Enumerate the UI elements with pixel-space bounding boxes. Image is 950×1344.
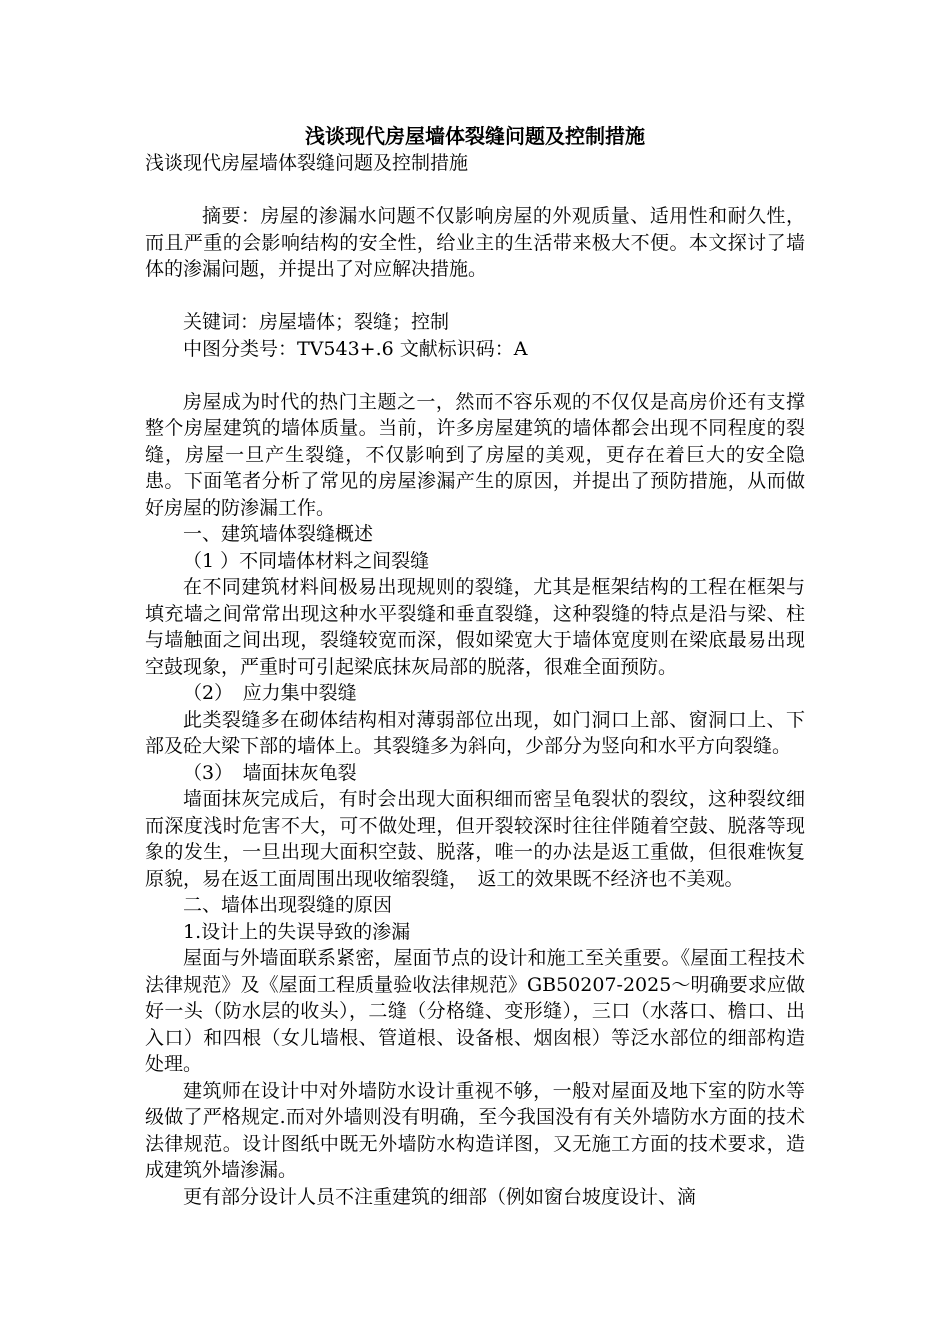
intro-paragraph: 房屋成为时代的热门主题之一，然而不容乐观的不仅仅是高房价还有支撑整个房屋建筑的墙体质量。当前，许多房屋建筑的墙体都会出现不同程度的裂缝，房屋一旦产生裂缝，不仅影响到了房屋的美观，更存在着巨大的安全隐患。下面笔者分析了常见的房屋渗漏产生的原因，并提出了预防措施，从而做好房屋的防渗漏工作。 xyxy=(145,390,805,519)
body-paragraph: 此类裂缝多在砌体结构相对薄弱部位出现，如门洞口上部、窗洞口上、下部及砼大梁下部的墙体上。其裂缝多为斜向，少部分为竖向和水平方向裂缝。 xyxy=(145,708,805,757)
abstract-paragraph: 摘要：房屋的渗漏水问题不仅影响房屋的外观质量、适用性和耐久性，而且严重的会影响结构的安全性，给业主的生活带来极大不便。本文探讨了墙体的渗漏问题，并提出了对应解决措施。 xyxy=(145,205,805,280)
document-subtitle: 浅谈现代房屋墙体裂缝问题及控制措施 xyxy=(145,152,469,174)
body-paragraph: 建筑师在设计中对外墙防水设计重视不够，一般对屋面及地下室的防水等级做了严格规定.而对外墙则没有明确，至今我国没有有关外墙防水方面的技术法律规范。设计图纸中既无外墙防水构造详图，又无施工方面的技术要求，造成建筑外墙渗漏。 xyxy=(145,1079,805,1181)
body-paragraph: 更有部分设计人员不注重建筑的细部（例如窗台坡度设计、滴 xyxy=(183,1185,697,1208)
section-heading: 一、建筑墙体裂缝概述 xyxy=(183,523,374,545)
body-paragraph: 墙面抹灰完成后，有时会出现大面积细而密呈龟裂状的裂纹，这种裂纹细而深度浅时危害不大，可不做处理，但开裂较深时往往伴随着空鼓、脱落等现象的发生，一旦出现大面积空鼓、脱落，唯一的办法是返工重做，但很难恢复原貌，易在返工面周围出现收缩裂缝， 返工的效果既不经济也不美观。 xyxy=(145,788,805,890)
spacer xyxy=(145,362,805,389)
subsection-heading: （2） 应力集中裂缝 xyxy=(183,682,357,704)
spacer xyxy=(145,177,805,204)
subsection-heading: （1 ）不同墙体材料之间裂缝 xyxy=(183,549,430,572)
keywords-line: 关键词：房屋墙体；裂缝；控制 xyxy=(183,311,450,333)
document-title: 浅谈现代房屋墙体裂缝问题及控制措施 xyxy=(305,124,645,148)
body-paragraph: 在不同建筑材料间极易出现规则的裂缝，尤其是框架结构的工程在框架与填充墙之间常常出现这种水平裂缝和垂直裂缝，这种裂缝的特点是沿与梁、柱与墙触面之间出现，裂缝较宽而深，假如梁宽大于墙体宽度则在梁底最易出现空鼓现象，严重时可引起梁底抹灰局部的脱落，很难全面预防。 xyxy=(145,576,805,678)
section-heading: 二、墙体出现裂缝的原因 xyxy=(183,894,393,916)
body-paragraph: 屋面与外墙面联系紧密，屋面节点的设计和施工至关重要。《屋面工程技术法律规范》及《屋面工程质量验收法律规范》GB50207-2025～明确要求应做好一头（防水层的收头），二缝（分格缝、变形缝），三口（水落口、檐口、出入口）和四根（女儿墙根、管道根、设备根、烟囱根）等泛水部位的细部构造处理。 xyxy=(145,947,805,1075)
document-body xyxy=(145,150,805,1210)
classification-line: 中图分类号：TV543+.6 文献标识码：A xyxy=(183,337,528,360)
subsection-heading: （3） 墙面抹灰龟裂 xyxy=(183,761,357,784)
subsection-heading: 1.设计上的失误导致的渗漏 xyxy=(183,920,411,943)
spacer xyxy=(145,283,805,310)
